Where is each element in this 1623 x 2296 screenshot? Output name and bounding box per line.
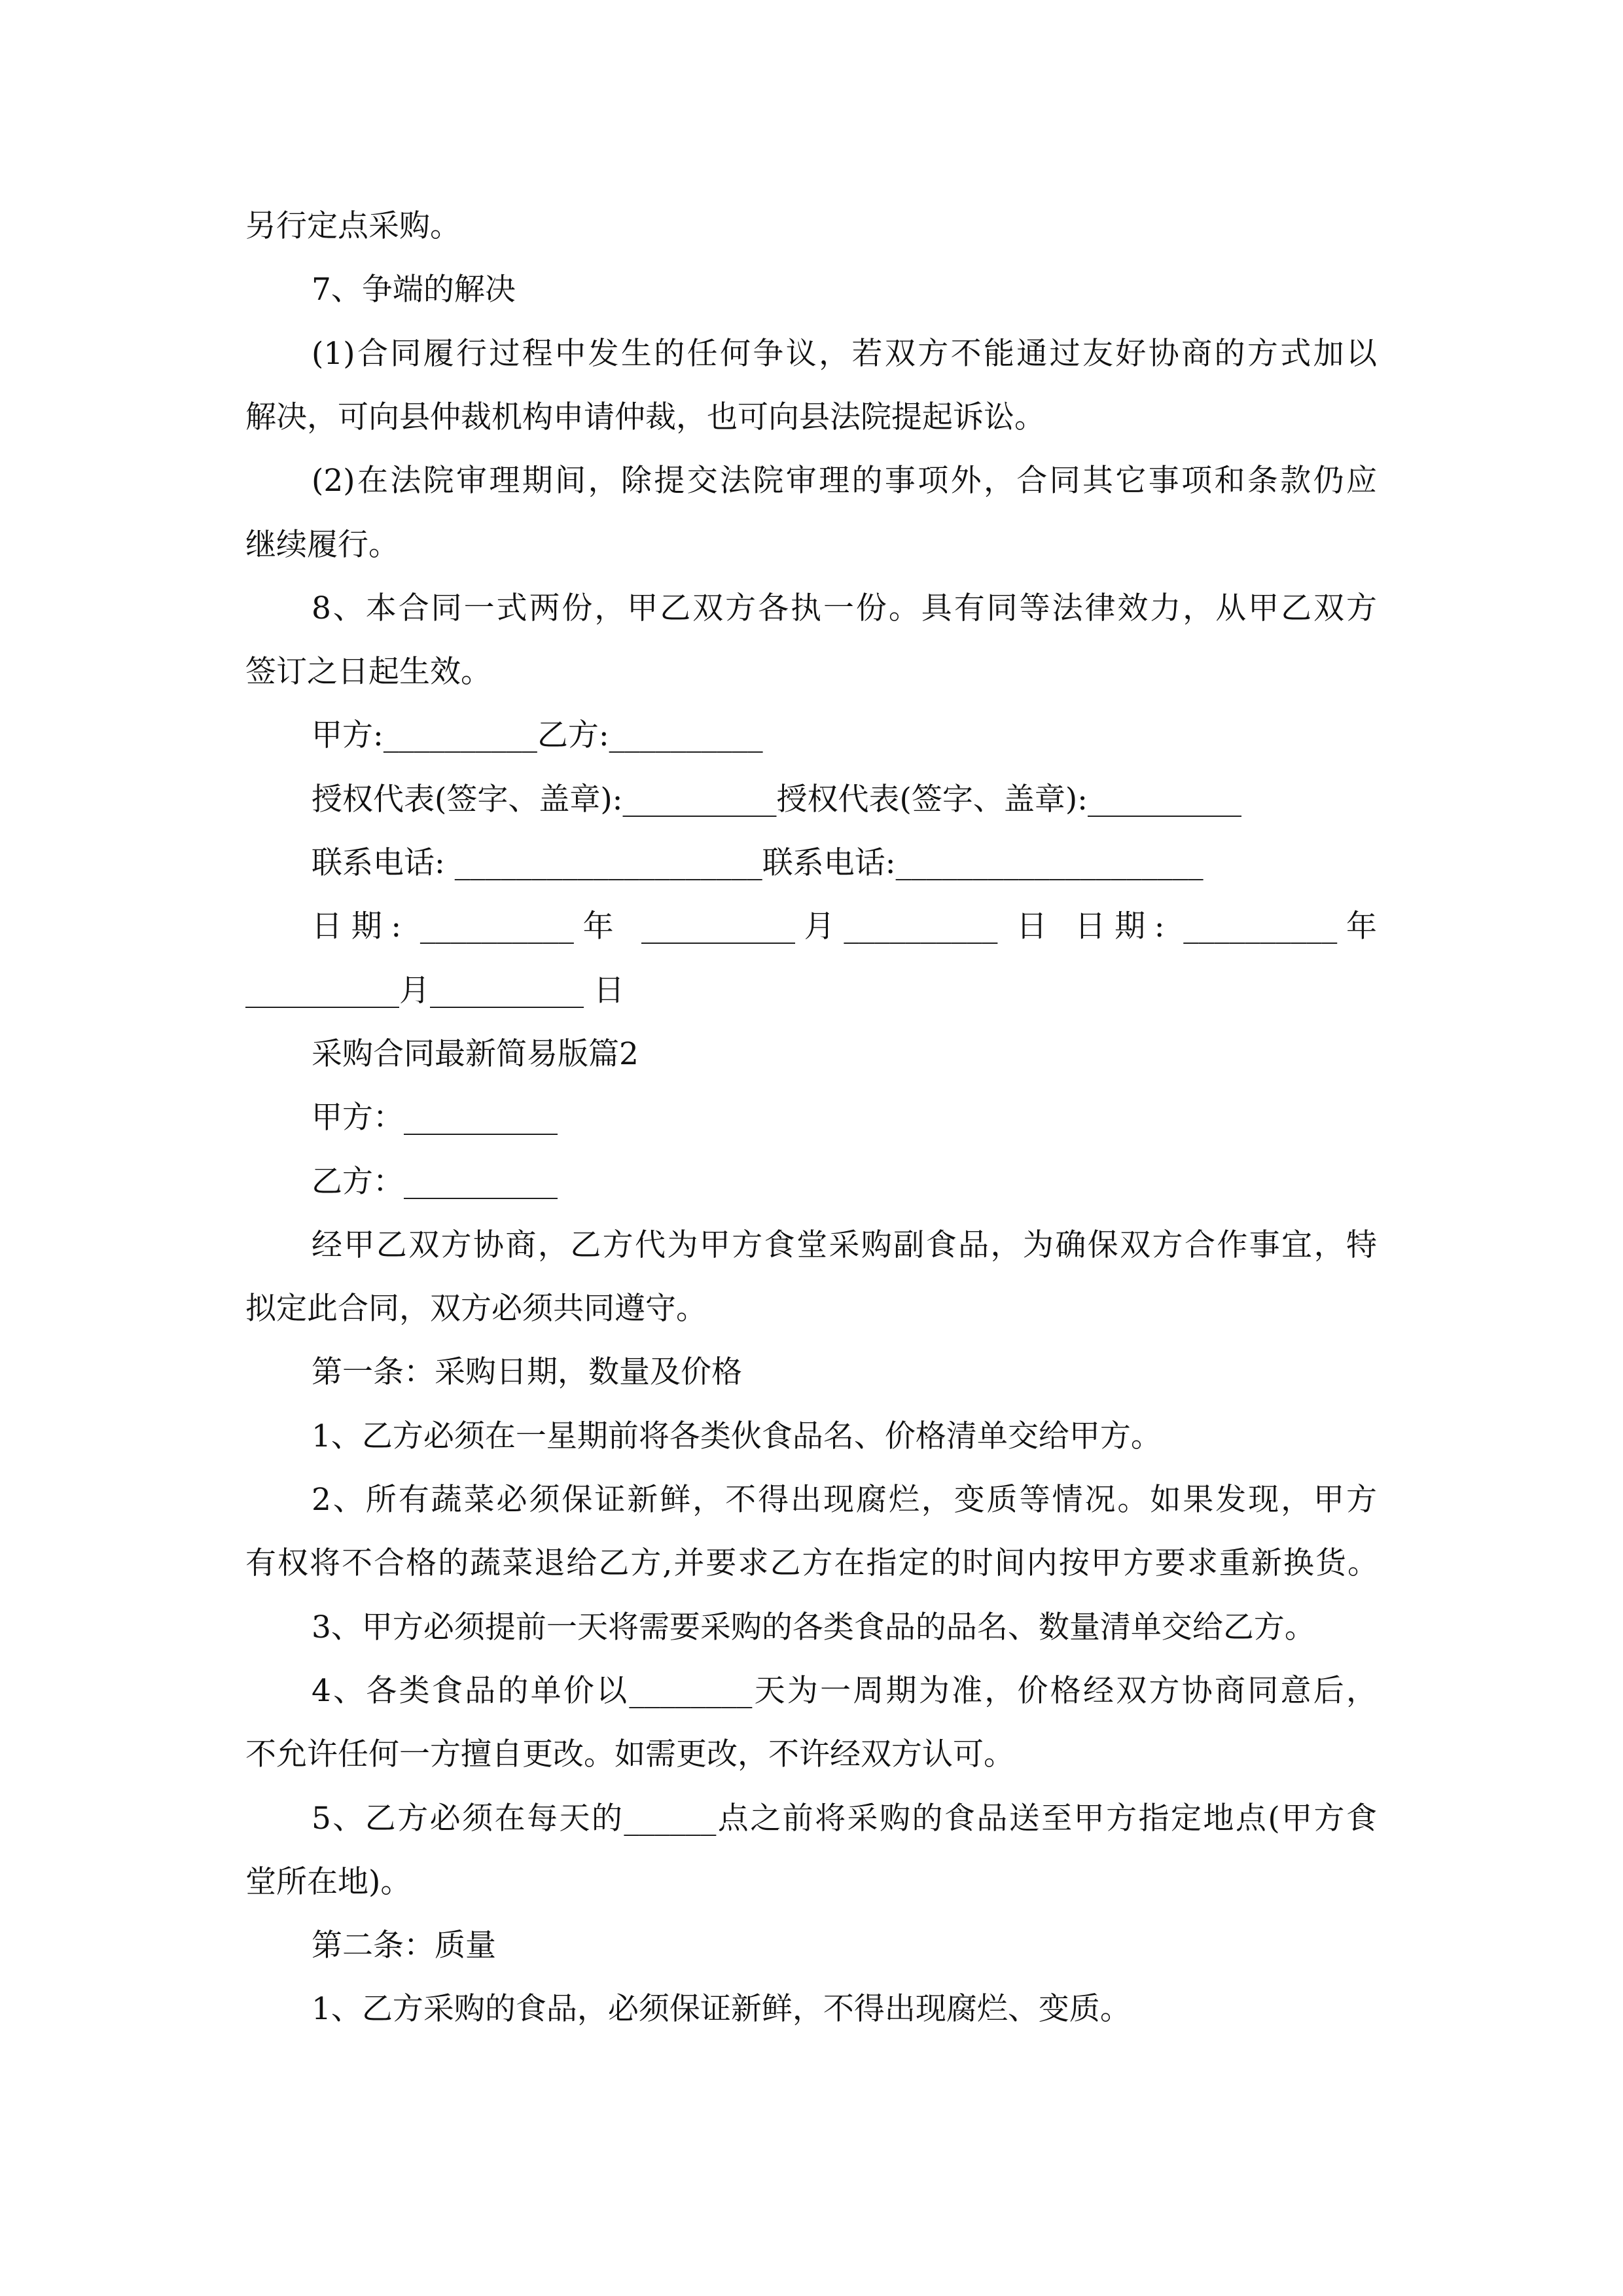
text-line: 不允许任何一方擅自更改。如需更改，不许经双方认可。 (245, 1736, 1014, 1773)
text-line: (2)在法院审理期间，除提交法院审理的事项外，合同其它事项和条款仍应 (312, 463, 1377, 499)
text-line: 1、乙方采购的食品，必须保证新鲜，不得出现腐烂、变质。 (312, 1991, 1131, 2028)
text-line: 经甲乙双方协商，乙方代为甲方食堂采购副食品，为确保双方合作事宜，特 (312, 1227, 1377, 1263)
text-line: 8、本合同一式两份，甲乙双方各执一份。具有同等法律效力，从甲乙双方 (312, 590, 1377, 626)
text-line: 拟定此合同，双方必须共同遵守。 (245, 1291, 707, 1327)
text-line: 甲方:__________乙方:__________ (312, 717, 763, 754)
text-line: 另行定点采购。 (245, 208, 461, 244)
text-line: (1)合同履行过程中发生的任何争议，若双方不能通过友好协商的方式加以 (312, 335, 1377, 372)
text-line: 签订之日起生效。 (245, 654, 491, 691)
text-line: 日期: __________年 __________月__________ 日 日期: __________年 (312, 908, 1377, 945)
text-line: 乙方：__________ (312, 1163, 558, 1200)
text-line: 3、甲方必须提前一天将需要采购的各类食品的品名、数量清单交给乙方。 (312, 1609, 1315, 1645)
text-line: 有权将不合格的蔬菜退给乙方,并要求乙方在指定的时间内按甲方要求重新换货。 (245, 1545, 1377, 1582)
text-line: 7、争端的解决 (312, 272, 516, 308)
text-line: 解决，可向县仲裁机构申请仲裁，也可向县法院提起诉讼。 (245, 399, 1045, 435)
text-line: 采购合同最新简易版篇2 (312, 1035, 639, 1072)
text-line: 2、所有蔬菜必须保证新鲜，不得出现腐烂，变质等情况。如果发现，甲方 (312, 1482, 1377, 1518)
text-line: 4、各类食品的单价以________天为一周期为准，价格经双方协商同意后， (312, 1672, 1377, 1709)
text-line: 堂所在地)。 (245, 1863, 412, 1900)
text-line: 继续履行。 (245, 526, 399, 563)
text-line: 授权代表(签字、盖章):__________授权代表(签字、盖章):__________ (312, 781, 1242, 817)
text-line: 甲方：__________ (312, 1100, 558, 1136)
text-line: 第二条：质量 (312, 1928, 496, 1964)
text-line: 第一条：采购日期，数量及价格 (312, 1354, 742, 1391)
text-line: 1、乙方必须在一星期前将各类伙食品名、价格清单交给甲方。 (312, 1418, 1162, 1454)
text-line: 联系电话: ____________________联系电话:____________________ (312, 845, 1204, 881)
text-line: 5、乙方必须在每天的______点之前将采购的食品送至甲方指定地点(甲方食 (312, 1800, 1377, 1837)
text-line: __________月__________ 日 (245, 972, 624, 1009)
